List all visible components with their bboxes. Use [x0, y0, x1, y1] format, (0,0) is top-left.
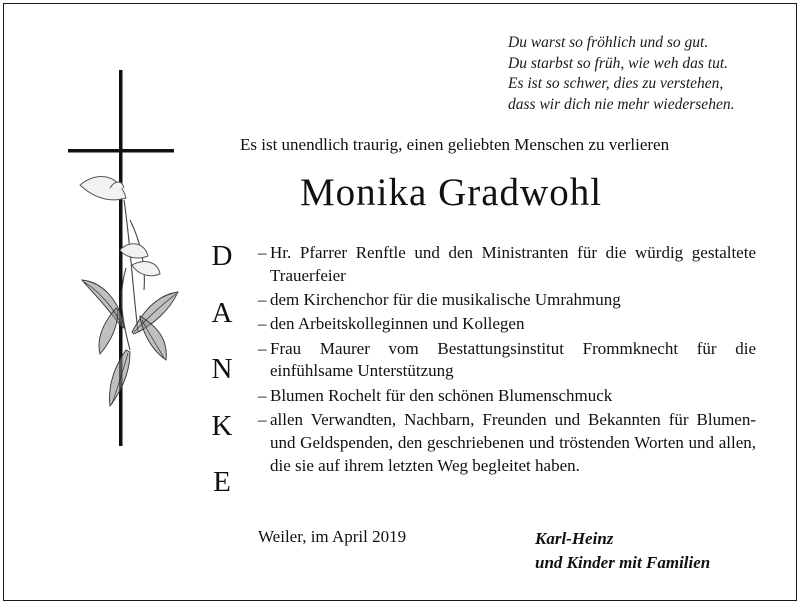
list-item [258, 242, 756, 288]
list-item [258, 289, 756, 312]
poem-line: Es ist so schwer, dies zu verstehen, [508, 75, 724, 92]
intro-text: Es ist unendlich traurig, einen geliebten Menschen zu verlieren [240, 135, 670, 154]
list-item [258, 338, 756, 384]
list-item-text: Hr. Pfarrer Renftle und den Ministranten für die würdig gestaltete Trauerfeier [270, 243, 756, 285]
leaf-icon [82, 280, 178, 406]
danke-vertical-word [200, 238, 244, 521]
poem-line: Du starbst so früh, wie weh das tut. [508, 54, 729, 72]
cross-horizontal-beam [68, 149, 174, 153]
danke-letter: N [211, 353, 233, 385]
list-item [258, 313, 756, 336]
list-item [258, 385, 756, 408]
list-item-text: dem Kirchenchor für die musikalische Umrahmung [270, 290, 621, 310]
list-item [258, 409, 756, 477]
signer-line: und Kinder mit Familien [535, 553, 711, 572]
dash-bullet: – [258, 385, 267, 405]
danke-letter: D [211, 240, 233, 272]
dash-bullet: – [258, 338, 267, 358]
list-item-text: Frau Maurer vom Bestattungsinstitut Frommknecht für die einfühlsame Unterstützung [270, 338, 756, 381]
signers [535, 527, 765, 575]
poem-line: Du warst so fröhlich und so gut. [508, 34, 709, 51]
danke-letter: A [211, 296, 233, 329]
dash-bullet: – [258, 314, 267, 334]
dash-bullet: – [258, 243, 267, 262]
list-item-text: allen Verwandten, Nachbarn, Freunden und Bekannten für Blumen- und Geldspenden, den geschriebenen und tröstenden Worten und allen, die sie auf ihrem letzten Weg begleitet haben. [270, 410, 756, 475]
list-item-text: den Arbeitskolleginnen und Kollegen [270, 314, 525, 334]
poem [508, 33, 778, 115]
signer-line: Karl-Heinz [535, 529, 614, 548]
poem-line: dass wir dich nie mehr wiedersehen. [508, 95, 735, 113]
thanks-list [258, 242, 756, 479]
list-item-text: Blumen Rochelt für den schönen Blumenschmuck [270, 385, 613, 405]
place-and-date: Weiler, im April 2019 [258, 527, 407, 546]
danke-letter: E [213, 466, 231, 498]
danke-letter: K [211, 409, 233, 442]
deceased-name: Monika Gradwohl [300, 171, 603, 214]
cross-with-lilies-illustration [60, 70, 190, 450]
dash-bullet: – [258, 290, 267, 310]
dash-bullet: – [258, 410, 267, 430]
